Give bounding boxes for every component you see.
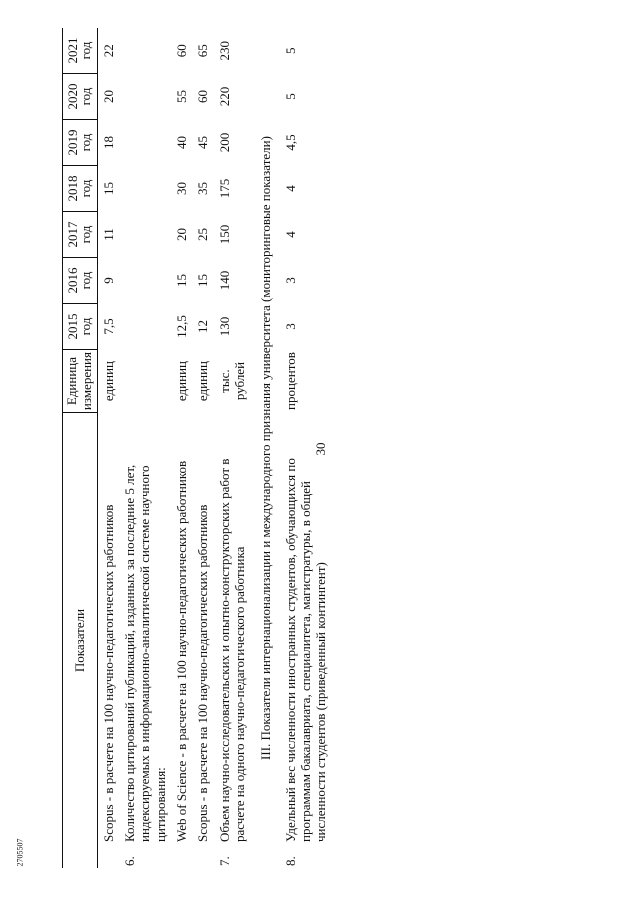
header-year-2020: 2020 год [62,74,97,120]
row-value-2020: 220 [216,86,232,107]
row-value-2017: 20 [173,228,189,241]
table-row [192,28,213,868]
row-value-2017: 150 [216,224,232,245]
row-value-2021: 60 [173,44,189,58]
row-value-2016: 140 [216,270,232,291]
row-indicator: Количество цитирований публикаций, изданных за последние 5 лет, индексируемых в информационно-аналитической системе научного цитирования: [121,464,168,842]
section-heading-row [250,28,279,868]
row-value-2019: 200 [216,132,232,153]
row-value-2021: 22 [100,44,116,58]
row-value-2015: 12 [195,320,211,333]
table-row [214,28,251,868]
row-value-2020: 20 [100,90,116,103]
row-number: 7. [216,856,232,866]
table-row [97,28,119,868]
row-value-2019: 40 [173,136,189,149]
row-value-2017: 4 [282,231,298,238]
row-unit: единиц [100,361,116,402]
row-value-2017: 11 [100,228,116,241]
row-value-2020: 60 [195,90,211,103]
row-value-2015: 7,5 [100,318,116,335]
header-year-2018: 2018 год [62,166,97,212]
row-value-2018: 175 [216,178,232,199]
row-value-2018: 4 [282,185,298,192]
row-value-2018: 30 [173,182,189,195]
row-value-2019: 4,5 [282,134,298,151]
table-row [119,28,171,868]
header-year-2019: 2019 год [62,120,97,166]
row-indicator: Scopus - в расчете на 100 научно-педагогических работников [195,504,211,842]
row-value-2015: 12,5 [173,315,189,338]
header-year-2021: 2021 год [62,28,97,74]
table-row [280,28,332,868]
row-value-2019: 45 [195,136,211,149]
row-number: 8. [282,856,298,866]
row-indicator: Scopus - в расчете на 100 научно-педагогических работников [100,504,116,842]
indicators-table [62,28,332,868]
row-value-2017 [119,212,171,258]
row-value-2015: 130 [216,316,232,337]
row-value-2021 [119,28,171,74]
row-value-2021: 5 [282,47,298,54]
header-unit: Единица измерения [62,350,97,413]
row-indicator: Объем научно-исследовательских и опытно-конструкторских работ в расчете на одного научно-педагогического работника [216,458,247,842]
row-value-2019 [119,120,171,166]
header-year-2016: 2016 год [62,258,97,304]
document-code: 2705507 [15,838,25,867]
row-number [97,844,119,868]
row-value-2018 [119,166,171,212]
header-year-2015: 2015 год [62,304,97,350]
row-value-2018: 35 [195,182,211,195]
row-value-2015 [119,304,171,350]
row-value-2020: 5 [282,93,298,100]
row-value-2016: 3 [282,277,298,284]
row-value-2017: 25 [195,228,211,241]
header-year-2017: 2017 год [62,212,97,258]
row-unit: единиц [173,361,189,402]
section-title: III. Показатели интернационализации и международного признания университета (мониторинговые показатели) [258,136,274,760]
table-header-row [62,28,97,868]
row-unit [119,350,171,413]
row-unit: единиц [195,361,211,402]
row-number [192,844,213,868]
row-value-2015: 3 [282,323,298,330]
row-value-2016: 15 [195,274,211,287]
row-number: 6. [121,856,137,866]
rotated-page-content [62,28,450,868]
row-value-2021: 230 [216,41,232,61]
row-value-2021: 65 [195,44,211,58]
row-value-2016 [119,258,171,304]
row-indicator: Удельный вес численности иностранных студентов, обучающихся по программам бакалавриата, специалитета, магистратуры, в общей численности студентов (приведенный контингент) [282,458,329,842]
header-indicators: Показатели [62,413,97,868]
table-top-rule [62,28,63,868]
row-value-2020: 55 [173,90,189,103]
row-unit: тыс. рублей [216,361,247,401]
row-number [171,844,192,868]
row-value-2018: 15 [100,182,116,195]
row-value-2019: 18 [100,136,116,149]
row-value-2016: 15 [173,274,189,287]
row-indicator: Web of Science - в расчете на 100 научно-педагогических работников [173,460,189,842]
row-value-2016: 9 [100,277,116,284]
table-row [171,28,192,868]
row-value-2020 [119,74,171,120]
row-unit: процентов [282,352,298,410]
page-number: 30 [313,442,328,456]
